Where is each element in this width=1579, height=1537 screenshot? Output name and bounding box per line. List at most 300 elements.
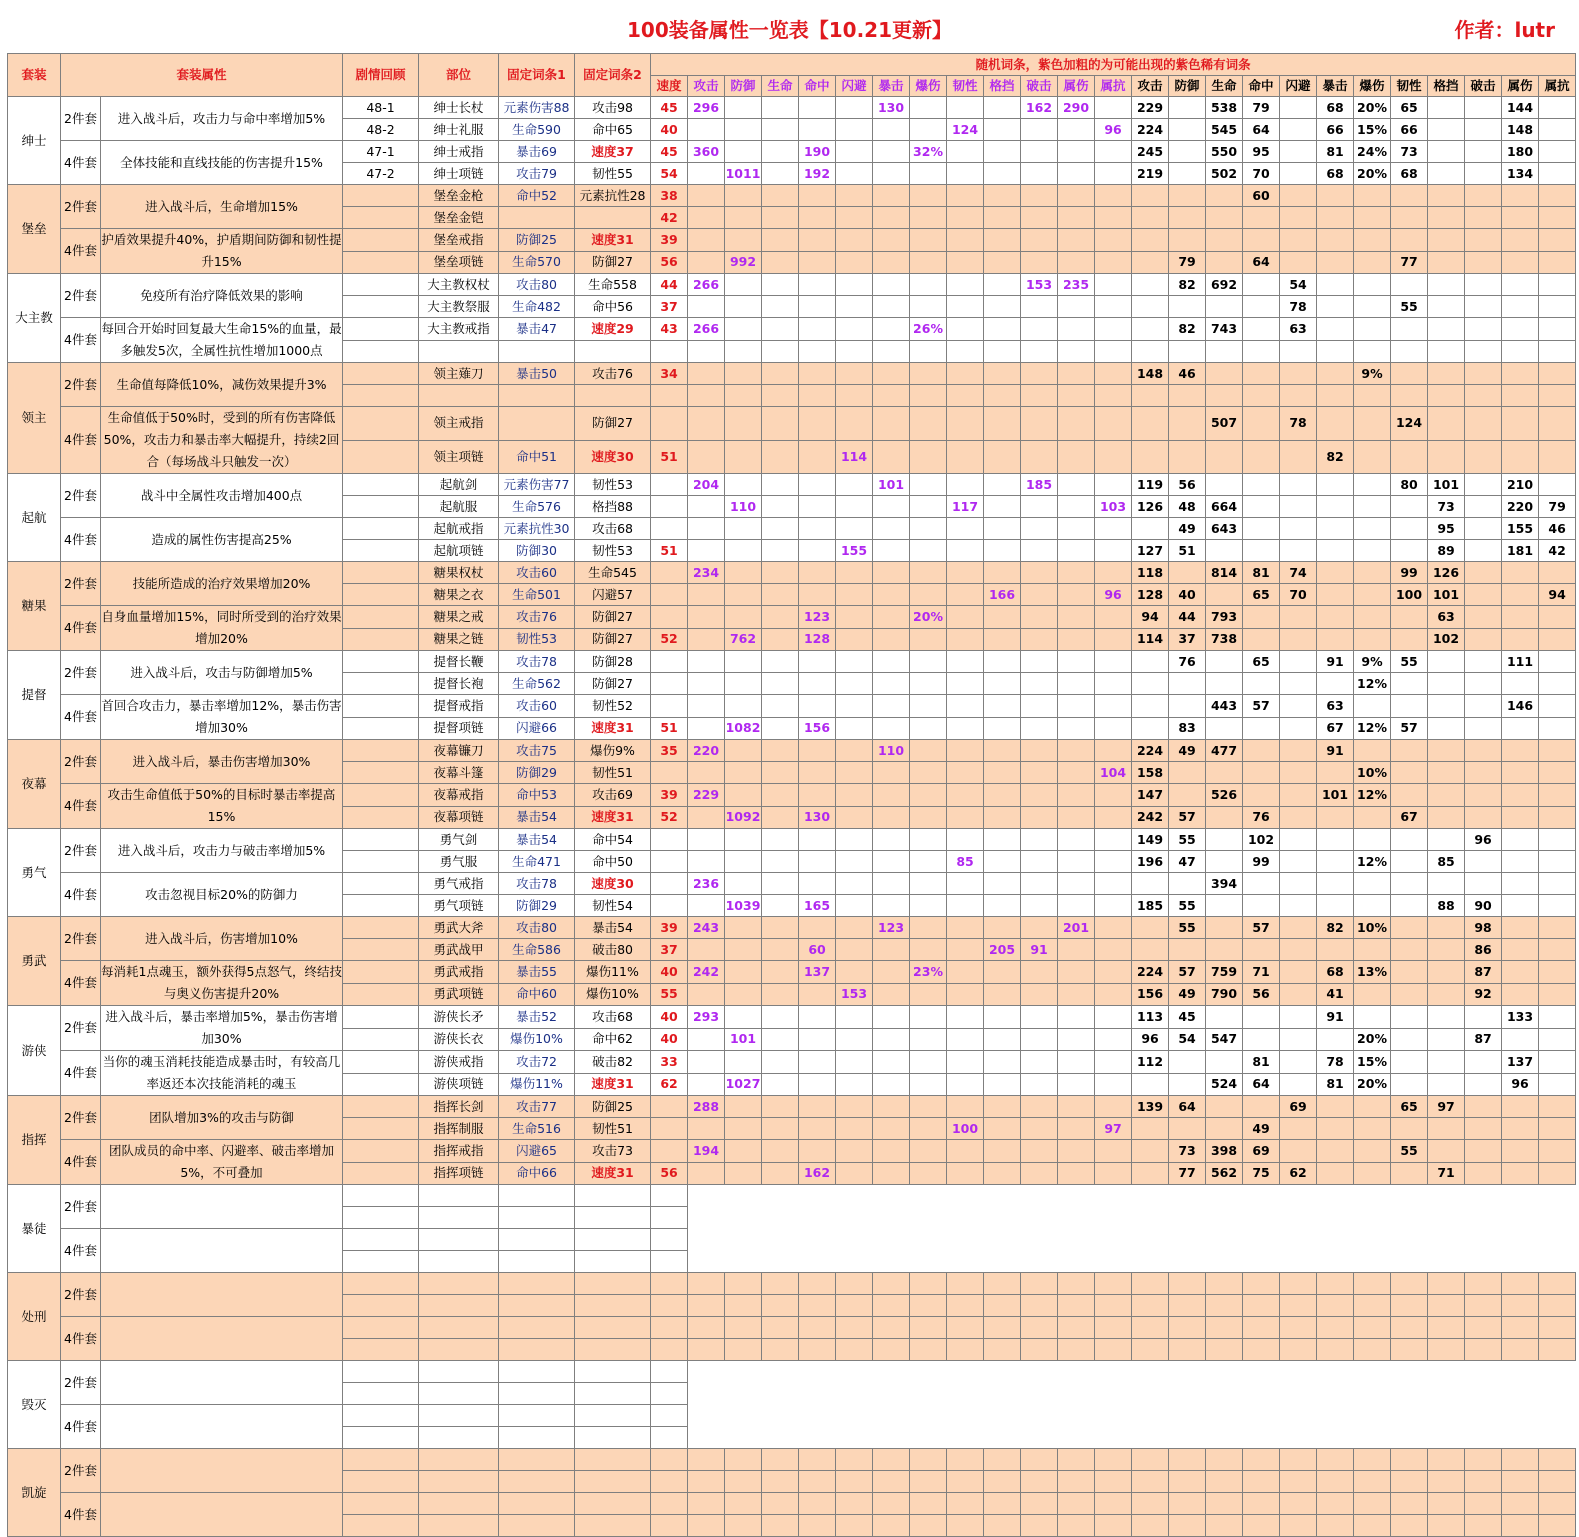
purple-stat-cell[interactable] <box>799 229 836 252</box>
black-stat-cell[interactable] <box>1354 606 1391 629</box>
purple-stat-cell[interactable] <box>1095 651 1132 673</box>
black-stat-cell[interactable]: 9% <box>1354 363 1391 385</box>
part-cell[interactable]: 勇武戒指 <box>419 961 499 984</box>
purple-stat-cell[interactable] <box>910 185 947 207</box>
table-cell[interactable] <box>1502 1295 1539 1317</box>
purple-stat-cell[interactable] <box>910 1096 947 1118</box>
purple-stat-cell[interactable] <box>836 1162 873 1185</box>
black-stat-cell[interactable] <box>1354 806 1391 829</box>
table-cell[interactable] <box>910 1273 947 1295</box>
black-stat-cell[interactable] <box>1391 784 1428 807</box>
table-cell[interactable] <box>499 1317 575 1339</box>
black-stat-cell[interactable]: 83 <box>1169 717 1206 740</box>
fixed2-cell[interactable]: 韧性51 <box>575 1118 651 1140</box>
purple-stat-cell[interactable]: 204 <box>688 474 725 496</box>
table-cell[interactable] <box>419 1317 499 1339</box>
black-stat-cell[interactable] <box>1354 1006 1391 1029</box>
purple-stat-cell[interactable] <box>947 829 984 851</box>
black-stat-cell[interactable] <box>1354 740 1391 762</box>
black-stat-cell[interactable]: 98 <box>1465 917 1502 939</box>
story-cell[interactable] <box>343 917 419 939</box>
black-stat-cell[interactable] <box>1502 784 1539 807</box>
black-stat-cell[interactable] <box>1539 651 1576 673</box>
black-stat-cell[interactable] <box>1428 762 1465 784</box>
purple-stat-cell[interactable]: 155 <box>836 540 873 562</box>
purple-stat-cell[interactable] <box>1058 474 1095 496</box>
purple-stat-cell[interactable] <box>873 829 910 851</box>
black-stat-cell[interactable]: 81 <box>1243 1051 1280 1074</box>
purple-stat-cell[interactable] <box>725 873 762 895</box>
table-cell[interactable] <box>1058 1273 1095 1295</box>
black-stat-cell[interactable] <box>1206 229 1243 252</box>
purple-stat-cell[interactable]: 114 <box>836 440 873 474</box>
black-stat-cell[interactable] <box>1391 440 1428 474</box>
set-bonus-2[interactable]: 进入战斗后，攻击与防御增加5% <box>101 651 343 695</box>
black-stat-cell[interactable] <box>1465 119 1502 141</box>
black-stat-cell[interactable] <box>1132 939 1169 961</box>
purple-stat-cell[interactable] <box>836 141 873 163</box>
purple-stat-cell[interactable] <box>1058 562 1095 584</box>
purple-stat-cell[interactable] <box>1095 851 1132 873</box>
header-black-stat[interactable]: 暴击 <box>1317 76 1354 97</box>
purple-stat-cell[interactable] <box>947 1096 984 1118</box>
fixed1-cell[interactable]: 生命590 <box>499 119 575 141</box>
black-stat-cell[interactable] <box>1206 806 1243 829</box>
purple-stat-cell[interactable] <box>910 1006 947 1029</box>
purple-stat-cell[interactable] <box>1021 983 1058 1006</box>
black-stat-cell[interactable]: 49 <box>1169 740 1206 762</box>
set-name[interactable]: 暴徒 <box>8 1185 61 1273</box>
purple-stat-cell[interactable] <box>836 296 873 318</box>
table-cell[interactable] <box>419 1515 499 1537</box>
black-stat-cell[interactable]: 54 <box>1280 274 1317 296</box>
purple-stat-cell[interactable]: 235 <box>1058 274 1095 296</box>
part-cell[interactable]: 堡垒金枪 <box>419 185 499 207</box>
purple-stat-cell[interactable] <box>947 1028 984 1051</box>
black-stat-cell[interactable] <box>1502 740 1539 762</box>
purple-stat-cell[interactable] <box>836 207 873 229</box>
purple-stat-cell[interactable] <box>725 762 762 784</box>
black-stat-cell[interactable] <box>1243 518 1280 540</box>
black-stat-cell[interactable] <box>1169 296 1206 318</box>
story-cell[interactable] <box>343 784 419 807</box>
purple-stat-cell[interactable] <box>762 474 799 496</box>
black-stat-cell[interactable] <box>1132 385 1169 407</box>
table-cell[interactable] <box>1021 1295 1058 1317</box>
black-stat-cell[interactable] <box>1391 1006 1428 1029</box>
black-stat-cell[interactable] <box>1354 695 1391 718</box>
black-stat-cell[interactable] <box>1354 407 1391 441</box>
black-stat-cell[interactable] <box>1169 141 1206 163</box>
purple-stat-cell[interactable]: 103 <box>1095 496 1132 518</box>
black-stat-cell[interactable] <box>1169 1118 1206 1140</box>
black-stat-cell[interactable]: 126 <box>1428 562 1465 584</box>
fixed1-cell[interactable]: 爆伤10% <box>499 1028 575 1051</box>
table-cell[interactable] <box>499 1427 575 1449</box>
part-cell[interactable]: 勇武项链 <box>419 983 499 1006</box>
black-stat-cell[interactable] <box>1169 695 1206 718</box>
black-stat-cell[interactable] <box>1428 651 1465 673</box>
purple-stat-cell[interactable] <box>725 651 762 673</box>
purple-stat-cell[interactable] <box>1058 1118 1095 1140</box>
black-stat-cell[interactable] <box>1280 185 1317 207</box>
purple-stat-cell[interactable] <box>762 695 799 718</box>
black-stat-cell[interactable] <box>1206 673 1243 695</box>
purple-stat-cell[interactable] <box>762 873 799 895</box>
purple-stat-cell[interactable] <box>762 251 799 274</box>
purple-stat-cell[interactable] <box>725 296 762 318</box>
piece-label[interactable]: 4件套 <box>61 1317 101 1361</box>
story-cell[interactable] <box>343 1162 419 1185</box>
purple-stat-cell[interactable]: 290 <box>1058 97 1095 119</box>
purple-stat-cell[interactable] <box>873 119 910 141</box>
purple-stat-cell[interactable] <box>1021 806 1058 829</box>
table-cell[interactable] <box>1391 1449 1428 1471</box>
purple-stat-cell[interactable] <box>799 562 836 584</box>
purple-stat-cell[interactable] <box>1095 895 1132 917</box>
piece-label[interactable]: 2件套 <box>61 1096 101 1140</box>
purple-stat-cell[interactable]: 296 <box>688 97 725 119</box>
table-cell[interactable] <box>651 1295 688 1317</box>
table-cell[interactable] <box>1169 1515 1206 1537</box>
purple-stat-cell[interactable] <box>984 540 1021 562</box>
black-stat-cell[interactable] <box>1317 762 1354 784</box>
story-cell[interactable] <box>343 895 419 917</box>
table-cell[interactable] <box>1095 1317 1132 1339</box>
black-stat-cell[interactable] <box>1502 873 1539 895</box>
table-cell[interactable] <box>725 1449 762 1471</box>
black-stat-cell[interactable] <box>1539 1118 1576 1140</box>
purple-stat-cell[interactable] <box>984 119 1021 141</box>
black-stat-cell[interactable] <box>1502 562 1539 584</box>
black-stat-cell[interactable] <box>1465 185 1502 207</box>
purple-stat-cell[interactable] <box>947 1051 984 1074</box>
black-stat-cell[interactable] <box>1465 784 1502 807</box>
part-cell[interactable]: 提督项链 <box>419 717 499 740</box>
black-stat-cell[interactable] <box>1317 540 1354 562</box>
table-cell[interactable] <box>1502 1449 1539 1471</box>
black-stat-cell[interactable]: 66 <box>1391 119 1428 141</box>
table-cell[interactable] <box>419 1449 499 1471</box>
black-stat-cell[interactable]: 242 <box>1132 806 1169 829</box>
purple-stat-cell[interactable] <box>1021 895 1058 917</box>
part-cell[interactable]: 游侠长衣 <box>419 1028 499 1051</box>
purple-stat-cell[interactable] <box>762 229 799 252</box>
black-stat-cell[interactable] <box>1354 251 1391 274</box>
purple-stat-cell[interactable] <box>1095 251 1132 274</box>
purple-stat-cell[interactable] <box>725 961 762 984</box>
purple-stat-cell[interactable] <box>1021 340 1058 363</box>
purple-stat-cell[interactable]: 1011 <box>725 163 762 185</box>
purple-stat-cell[interactable] <box>1021 119 1058 141</box>
purple-stat-cell[interactable] <box>725 340 762 363</box>
black-stat-cell[interactable]: 95 <box>1428 518 1465 540</box>
purple-stat-cell[interactable] <box>725 1162 762 1185</box>
purple-stat-cell[interactable] <box>873 762 910 784</box>
part-cell[interactable]: 指挥戒指 <box>419 1140 499 1163</box>
table-cell[interactable] <box>1465 1317 1502 1339</box>
black-stat-cell[interactable] <box>1169 340 1206 363</box>
purple-stat-cell[interactable] <box>836 229 873 252</box>
black-stat-cell[interactable] <box>1391 762 1428 784</box>
speed-cell[interactable]: 38 <box>651 185 688 207</box>
black-stat-cell[interactable] <box>1280 961 1317 984</box>
purple-stat-cell[interactable] <box>725 119 762 141</box>
purple-stat-cell[interactable] <box>873 363 910 385</box>
black-stat-cell[interactable] <box>1539 939 1576 961</box>
table-cell[interactable] <box>499 1229 575 1251</box>
story-cell[interactable] <box>343 340 419 363</box>
black-stat-cell[interactable]: 48 <box>1169 496 1206 518</box>
table-cell[interactable] <box>910 1339 947 1361</box>
story-cell[interactable] <box>343 185 419 207</box>
purple-stat-cell[interactable] <box>1021 762 1058 784</box>
speed-cell[interactable]: 43 <box>651 318 688 341</box>
purple-stat-cell[interactable] <box>873 1051 910 1074</box>
set-bonus-2[interactable]: 进入战斗后，攻击力与命中率增加5% <box>101 97 343 141</box>
black-stat-cell[interactable]: 24% <box>1354 141 1391 163</box>
purple-stat-cell[interactable] <box>1058 895 1095 917</box>
black-stat-cell[interactable] <box>1502 717 1539 740</box>
purple-stat-cell[interactable] <box>1095 407 1132 441</box>
purple-stat-cell[interactable] <box>688 340 725 363</box>
table-cell[interactable] <box>762 1295 799 1317</box>
purple-stat-cell[interactable] <box>1058 1028 1095 1051</box>
purple-stat-cell[interactable] <box>947 407 984 441</box>
piece-label[interactable]: 4件套 <box>61 1229 101 1273</box>
purple-stat-cell[interactable] <box>836 917 873 939</box>
purple-stat-cell[interactable] <box>725 385 762 407</box>
table-cell[interactable] <box>575 1515 651 1537</box>
purple-stat-cell[interactable] <box>984 806 1021 829</box>
black-stat-cell[interactable] <box>1132 695 1169 718</box>
fixed2-cell[interactable]: 速度31 <box>575 1073 651 1096</box>
purple-stat-cell[interactable] <box>910 740 947 762</box>
table-cell[interactable] <box>947 1317 984 1339</box>
table-cell[interactable] <box>651 1185 688 1207</box>
black-stat-cell[interactable] <box>1169 1073 1206 1096</box>
purple-stat-cell[interactable] <box>836 1006 873 1029</box>
purple-stat-cell[interactable] <box>1095 829 1132 851</box>
table-cell[interactable] <box>725 1515 762 1537</box>
table-cell[interactable] <box>1354 1471 1391 1493</box>
purple-stat-cell[interactable] <box>762 163 799 185</box>
black-stat-cell[interactable] <box>1317 207 1354 229</box>
black-stat-cell[interactable]: 126 <box>1132 496 1169 518</box>
purple-stat-cell[interactable] <box>799 251 836 274</box>
purple-stat-cell[interactable]: 360 <box>688 141 725 163</box>
purple-stat-cell[interactable]: 100 <box>947 1118 984 1140</box>
black-stat-cell[interactable] <box>1206 717 1243 740</box>
purple-stat-cell[interactable] <box>836 340 873 363</box>
purple-stat-cell[interactable] <box>799 784 836 807</box>
fixed1-cell[interactable]: 命中51 <box>499 440 575 474</box>
fixed2-cell[interactable]: 命中54 <box>575 829 651 851</box>
purple-stat-cell[interactable]: 85 <box>947 851 984 873</box>
black-stat-cell[interactable] <box>1539 740 1576 762</box>
table-cell[interactable] <box>575 1273 651 1295</box>
purple-stat-cell[interactable]: 192 <box>799 163 836 185</box>
purple-stat-cell[interactable] <box>1021 496 1058 518</box>
black-stat-cell[interactable] <box>1539 806 1576 829</box>
purple-stat-cell[interactable] <box>910 1051 947 1074</box>
purple-stat-cell[interactable] <box>762 340 799 363</box>
fixed1-cell[interactable]: 攻击76 <box>499 606 575 629</box>
black-stat-cell[interactable]: 75 <box>1243 1162 1280 1185</box>
black-stat-cell[interactable] <box>1317 496 1354 518</box>
black-stat-cell[interactable] <box>1428 695 1465 718</box>
table-cell[interactable] <box>419 1251 499 1273</box>
purple-stat-cell[interactable] <box>762 185 799 207</box>
black-stat-cell[interactable]: 87 <box>1465 1028 1502 1051</box>
table-cell[interactable] <box>688 1295 725 1317</box>
black-stat-cell[interactable]: 64 <box>1243 119 1280 141</box>
purple-stat-cell[interactable]: 266 <box>688 318 725 341</box>
set-name[interactable]: 勇气 <box>8 829 61 917</box>
purple-stat-cell[interactable] <box>984 163 1021 185</box>
purple-stat-cell[interactable] <box>910 229 947 252</box>
speed-cell[interactable] <box>651 829 688 851</box>
fixed1-cell[interactable]: 暴击69 <box>499 141 575 163</box>
purple-stat-cell[interactable] <box>947 806 984 829</box>
black-stat-cell[interactable] <box>1428 873 1465 895</box>
purple-stat-cell[interactable] <box>836 1028 873 1051</box>
black-stat-cell[interactable] <box>1465 363 1502 385</box>
black-stat-cell[interactable]: 101 <box>1428 584 1465 606</box>
purple-stat-cell[interactable] <box>873 695 910 718</box>
story-cell[interactable] <box>343 717 419 740</box>
black-stat-cell[interactable] <box>1428 185 1465 207</box>
header-set[interactable]: 套装 <box>8 54 61 97</box>
black-stat-cell[interactable] <box>1465 340 1502 363</box>
black-stat-cell[interactable] <box>1539 917 1576 939</box>
purple-stat-cell[interactable] <box>725 1051 762 1074</box>
purple-stat-cell[interactable] <box>1021 207 1058 229</box>
table-cell[interactable] <box>799 1317 836 1339</box>
black-stat-cell[interactable] <box>1354 1096 1391 1118</box>
purple-stat-cell[interactable]: 162 <box>799 1162 836 1185</box>
black-stat-cell[interactable] <box>1502 1096 1539 1118</box>
fixed2-cell[interactable]: 韧性53 <box>575 540 651 562</box>
table-cell[interactable] <box>1317 1295 1354 1317</box>
set-bonus-4[interactable]: 自身血量增加15%，同时所受到的治疗效果增加20% <box>101 606 343 651</box>
purple-stat-cell[interactable] <box>725 440 762 474</box>
black-stat-cell[interactable] <box>1280 251 1317 274</box>
black-stat-cell[interactable] <box>1428 917 1465 939</box>
table-cell[interactable] <box>651 1273 688 1295</box>
black-stat-cell[interactable] <box>1428 1140 1465 1163</box>
purple-stat-cell[interactable] <box>799 1096 836 1118</box>
black-stat-cell[interactable] <box>1428 340 1465 363</box>
table-cell[interactable] <box>1428 1515 1465 1537</box>
table-cell[interactable] <box>1021 1471 1058 1493</box>
purple-stat-cell[interactable] <box>725 185 762 207</box>
purple-stat-cell[interactable] <box>762 584 799 606</box>
piece-label[interactable]: 4件套 <box>61 1493 101 1537</box>
fixed2-cell[interactable]: 速度30 <box>575 440 651 474</box>
black-stat-cell[interactable]: 79 <box>1539 496 1576 518</box>
table-cell[interactable] <box>1539 1273 1576 1295</box>
purple-stat-cell[interactable] <box>1058 540 1095 562</box>
black-stat-cell[interactable] <box>1539 628 1576 651</box>
black-stat-cell[interactable] <box>1243 628 1280 651</box>
table-cell[interactable] <box>499 1251 575 1273</box>
speed-cell[interactable] <box>651 895 688 917</box>
purple-stat-cell[interactable] <box>1021 1096 1058 1118</box>
purple-stat-cell[interactable] <box>873 440 910 474</box>
black-stat-cell[interactable]: 77 <box>1169 1162 1206 1185</box>
black-stat-cell[interactable] <box>1243 385 1280 407</box>
fixed1-cell[interactable]: 攻击75 <box>499 740 575 762</box>
purple-stat-cell[interactable] <box>1021 562 1058 584</box>
set-name[interactable]: 堡垒 <box>8 185 61 274</box>
black-stat-cell[interactable] <box>1317 1028 1354 1051</box>
fixed2-cell[interactable]: 韧性55 <box>575 163 651 185</box>
black-stat-cell[interactable] <box>1502 1140 1539 1163</box>
black-stat-cell[interactable] <box>1169 1051 1206 1074</box>
part-cell[interactable] <box>419 340 499 363</box>
purple-stat-cell[interactable] <box>984 407 1021 441</box>
fixed1-cell[interactable]: 暴击50 <box>499 363 575 385</box>
black-stat-cell[interactable]: 793 <box>1206 606 1243 629</box>
table-cell[interactable] <box>762 1471 799 1493</box>
black-stat-cell[interactable]: 148 <box>1502 119 1539 141</box>
purple-stat-cell[interactable] <box>1058 119 1095 141</box>
piece-label[interactable]: 4件套 <box>61 1405 101 1449</box>
purple-stat-cell[interactable] <box>910 251 947 274</box>
story-cell[interactable] <box>343 407 419 441</box>
purple-stat-cell[interactable] <box>725 1006 762 1029</box>
purple-stat-cell[interactable] <box>1058 873 1095 895</box>
table-cell[interactable] <box>1243 1295 1280 1317</box>
purple-stat-cell[interactable] <box>1021 695 1058 718</box>
table-cell[interactable] <box>575 1493 651 1515</box>
purple-stat-cell[interactable] <box>873 673 910 695</box>
table-cell[interactable] <box>575 1383 651 1405</box>
table-cell[interactable] <box>873 1493 910 1515</box>
purple-stat-cell[interactable] <box>1058 762 1095 784</box>
story-cell[interactable] <box>343 628 419 651</box>
black-stat-cell[interactable] <box>1280 939 1317 961</box>
black-stat-cell[interactable]: 394 <box>1206 873 1243 895</box>
fixed1-cell[interactable]: 攻击78 <box>499 651 575 673</box>
black-stat-cell[interactable] <box>1391 385 1428 407</box>
fixed1-cell[interactable]: 攻击60 <box>499 562 575 584</box>
black-stat-cell[interactable] <box>1243 296 1280 318</box>
purple-stat-cell[interactable] <box>1095 740 1132 762</box>
table-cell[interactable] <box>575 1295 651 1317</box>
table-cell[interactable] <box>836 1493 873 1515</box>
black-stat-cell[interactable]: 91 <box>1317 740 1354 762</box>
black-stat-cell[interactable] <box>1391 1028 1428 1051</box>
table-cell[interactable] <box>499 1493 575 1515</box>
black-stat-cell[interactable] <box>1391 829 1428 851</box>
fixed1-cell[interactable]: 生命516 <box>499 1118 575 1140</box>
black-stat-cell[interactable] <box>1465 97 1502 119</box>
fixed1-cell[interactable]: 攻击78 <box>499 873 575 895</box>
black-stat-cell[interactable]: 20% <box>1354 163 1391 185</box>
black-stat-cell[interactable] <box>1243 340 1280 363</box>
table-cell[interactable] <box>1354 1339 1391 1361</box>
purple-stat-cell[interactable] <box>910 474 947 496</box>
black-stat-cell[interactable]: 65 <box>1243 584 1280 606</box>
purple-stat-cell[interactable] <box>873 1162 910 1185</box>
purple-stat-cell[interactable] <box>873 939 910 961</box>
black-stat-cell[interactable] <box>1465 207 1502 229</box>
speed-cell[interactable] <box>651 873 688 895</box>
table-cell[interactable] <box>1095 1515 1132 1537</box>
fixed2-cell[interactable]: 韧性53 <box>575 474 651 496</box>
